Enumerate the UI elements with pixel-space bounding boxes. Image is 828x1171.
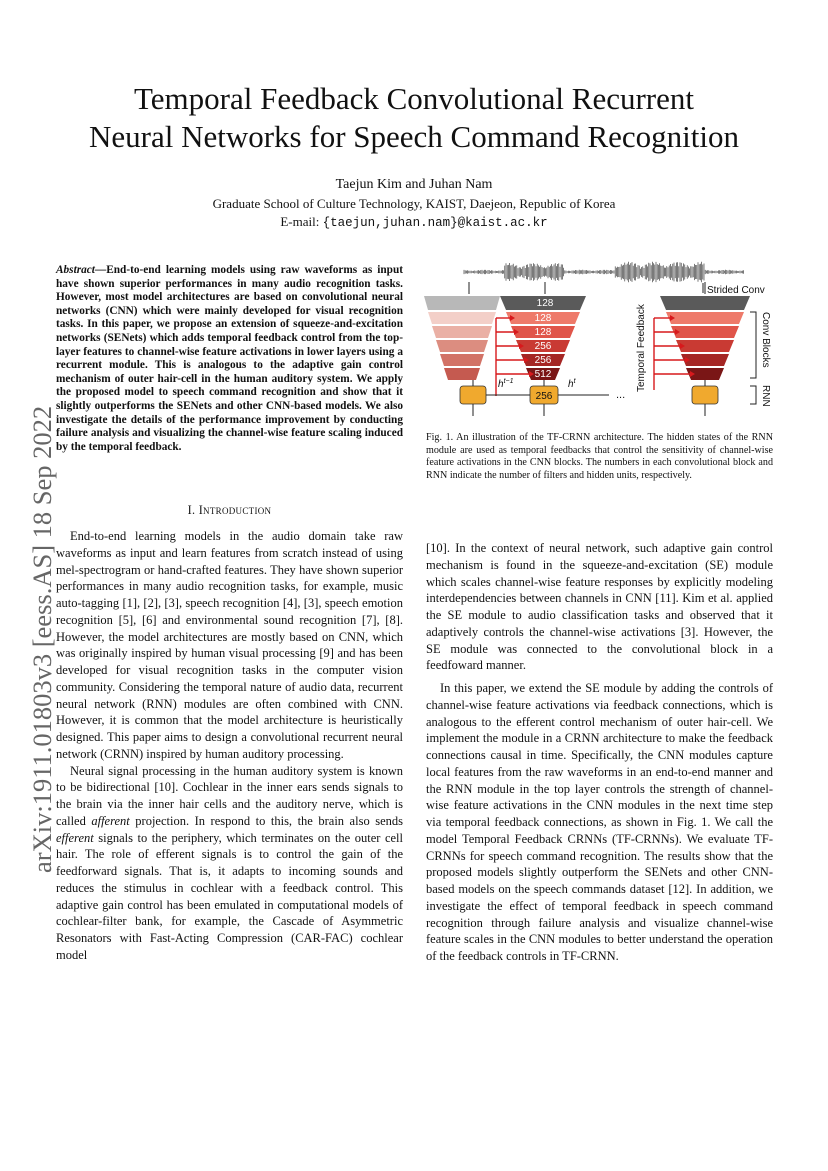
rnn-connections: [473, 380, 705, 416]
email-address[interactable]: {taejun,juhan.nam}@kaist.ac.kr: [322, 216, 548, 230]
filter-label-2: 128: [534, 313, 552, 324]
title-line-2: Neural Networks for Speech Command Recognition: [89, 119, 739, 154]
left-funnel: [424, 296, 500, 380]
strided-conv-label: Strided Conv: [707, 285, 765, 296]
intro-p2-part-b: projection. In respond to this, the brain also sends: [129, 813, 403, 828]
rnn-box-next: [692, 386, 718, 404]
filter-label-1: 128: [536, 298, 554, 309]
authors: Taejun Kim and Juhan Nam: [335, 177, 493, 192]
abstract-lead: Abstract: [56, 264, 95, 276]
h-cur-label: $h^t$: [568, 378, 576, 390]
filter-label-3: 128: [534, 327, 552, 338]
waveform: [464, 262, 744, 294]
filter-label-4: 256: [534, 341, 552, 352]
intro-paragraph-1: End-to-end learning models in the audio domain take raw waveforms as input and learn features from scratch instead of using mel-spectrogram or hand-crafted features. They have shown superior performances in many audio recognition tasks, for example, music auto-tagging [1], [2], [3], speech recognition [4], [3], speech emotion recognition [5], [6] and environmental sound recognition [7], [8]. However, the model architectures are mostly based on CNN, which was originally inspired by human visual processing [9] and has been developed for visual recognition tasks in the computer vision community. Considering the temporal nature of audio data, recurrent neural network (RNN) modules are often combined with CNN. However, it is common that the model architecture is heuristically designed. This paper aims to design a convolutional recurrent neural network (CRNN) inspired by human auditory processing.: [56, 529, 403, 761]
rnn-box-prev: [460, 386, 486, 404]
efferent-term: efferent: [56, 830, 94, 845]
abstract: [56, 264, 403, 454]
rnn-label: RNN: [760, 385, 771, 407]
section-heading: I. Introduction: [187, 503, 272, 517]
filter-label-6: 512: [534, 369, 552, 380]
rnn-units-label: 256: [535, 391, 553, 402]
tf-crnn-diagram: [424, 258, 776, 428]
intro-paragraph-4: In this paper, we extend the SE module by adding the controls of channel-wise feature activations via feedback connections, which is analogous to the efferent control mechanism of outer hair-cell. We implement the module in a CRNN architecture to make the feedback connections causal in time. Specifically, the CNN modules capture local features from the raw waveforms in an end-to-end manner and the RNN module in the top layer controls the strength of channel-wise feature activations in the CNN modules in the next time step via temporal feedback connections, as shown in Fig. 1. We call the model Temporal Feedback CRNNs (TF-CRNNs). We evaluate TF-CRNNs for speech command recognition. The results show that the proposed models slightly outperform the SENets and other CNN-based models on the speech commands dataset [12]. In addition, we investigate the effect of temporal feedback in speech command recognition through failure analysis and visualize channel-wise feature scales in the CNN modules to better understand the operation of the feedback controls in TF-CRNN.: [426, 681, 773, 963]
title-line-1: Temporal Feedback Convolutional Recurrent: [134, 81, 694, 116]
intro-left-column: [56, 528, 403, 964]
abstract-text: —End-to-end learning models using raw waveforms as input have shown superior performances in many audio recognition tasks. However, most model architectures are based on convolutional neural networks (CNN) which were mainly developed for visual recognition tasks. In this paper, we propose an extension of squeeze-and-excitation networks (SENets) which adds temporal feedback control from the top-layer features to channel-wise feature activations in lower layers using a recurrent module. This is analogous to the adaptive gain control mechanism of outer hair-cell in the human auditory system. We apply the proposed model to speech command recognition and show that it slightly outperforms the SENets and other CNN-based models. We also investigate the details of the performance improvement by conducting failure analysis and visualizing the channel-wise feature scaling induced by the temporal feedback.: [56, 264, 403, 453]
email-line: [0, 214, 828, 230]
right-funnel: [660, 296, 750, 380]
h-prev-label: $h^{t-1}$: [498, 378, 514, 390]
figure-caption: Fig. 1. An illustration of the TF-CRNN architecture. The hidden states of the RNN module are used as temporal feedbacks that control the sensitivity of channel-wise feature activations in the CNN blocks. The numbers in each convolutional block and RNN indicate the number of filters and hidden units, respectively.: [426, 432, 773, 481]
brackets: [750, 312, 756, 404]
intro-right-column: [426, 540, 773, 965]
afferent-term: afferent: [91, 813, 130, 828]
arxiv-identifier[interactable]: arXiv:1911.01803v3 [eess.AS] 18 Sep 2022: [27, 405, 57, 873]
waveform-trace: [464, 262, 744, 283]
email-label: E-mail:: [280, 214, 323, 229]
conv-blocks-label: Conv Blocks: [760, 312, 771, 368]
figure-1: [424, 258, 776, 428]
affiliation: Graduate School of Culture Technology, KAIST, Daejeon, Republic of Korea: [212, 196, 616, 211]
intro-paragraph-3: [10]. In the context of neural network, such adaptive gain control mechanism is found in the squeeze-and-excitation (SE) module which scales channel-wise feature responses by explicitly modeling interdependencies between channels in CNN [11]. Kim et al. applied the SE module to audio classification tasks and observed that it adaptively controls the channel-wise activations [3]. However, the SE module was connected to the convolutional block in a feedfoward manner.: [426, 541, 773, 673]
filter-label-5: 256: [534, 355, 552, 366]
temporal-feedback-label: Temporal Feedback: [636, 304, 647, 392]
intro-p2-part-a: Neural signal processing in the human auditory system is known to be bidirectional [10]. Cochlear in the inner ears sends signals to the brain via the inner hair cells and the auditory nerve, which is called: [56, 763, 403, 828]
intro-p2-part-c: signals to the periphery, which terminates on the outer cell hair. The role of efferent signals is to control the gain of the feedforward signals. That is, it adapts to incoming sounds and reduces the stimulus in cochlear with a feedback control. This adaptive gain control has been emulated in computational models of cochlear-filter bank, for example, the Cascade of Asymmetric Resonators with Fast-Acting Compression (CAR-FAC) cochlear model: [56, 830, 403, 962]
ellipsis: ...: [616, 389, 626, 401]
paper-title: [40, 80, 788, 156]
intro-paragraph-2: [56, 763, 403, 964]
